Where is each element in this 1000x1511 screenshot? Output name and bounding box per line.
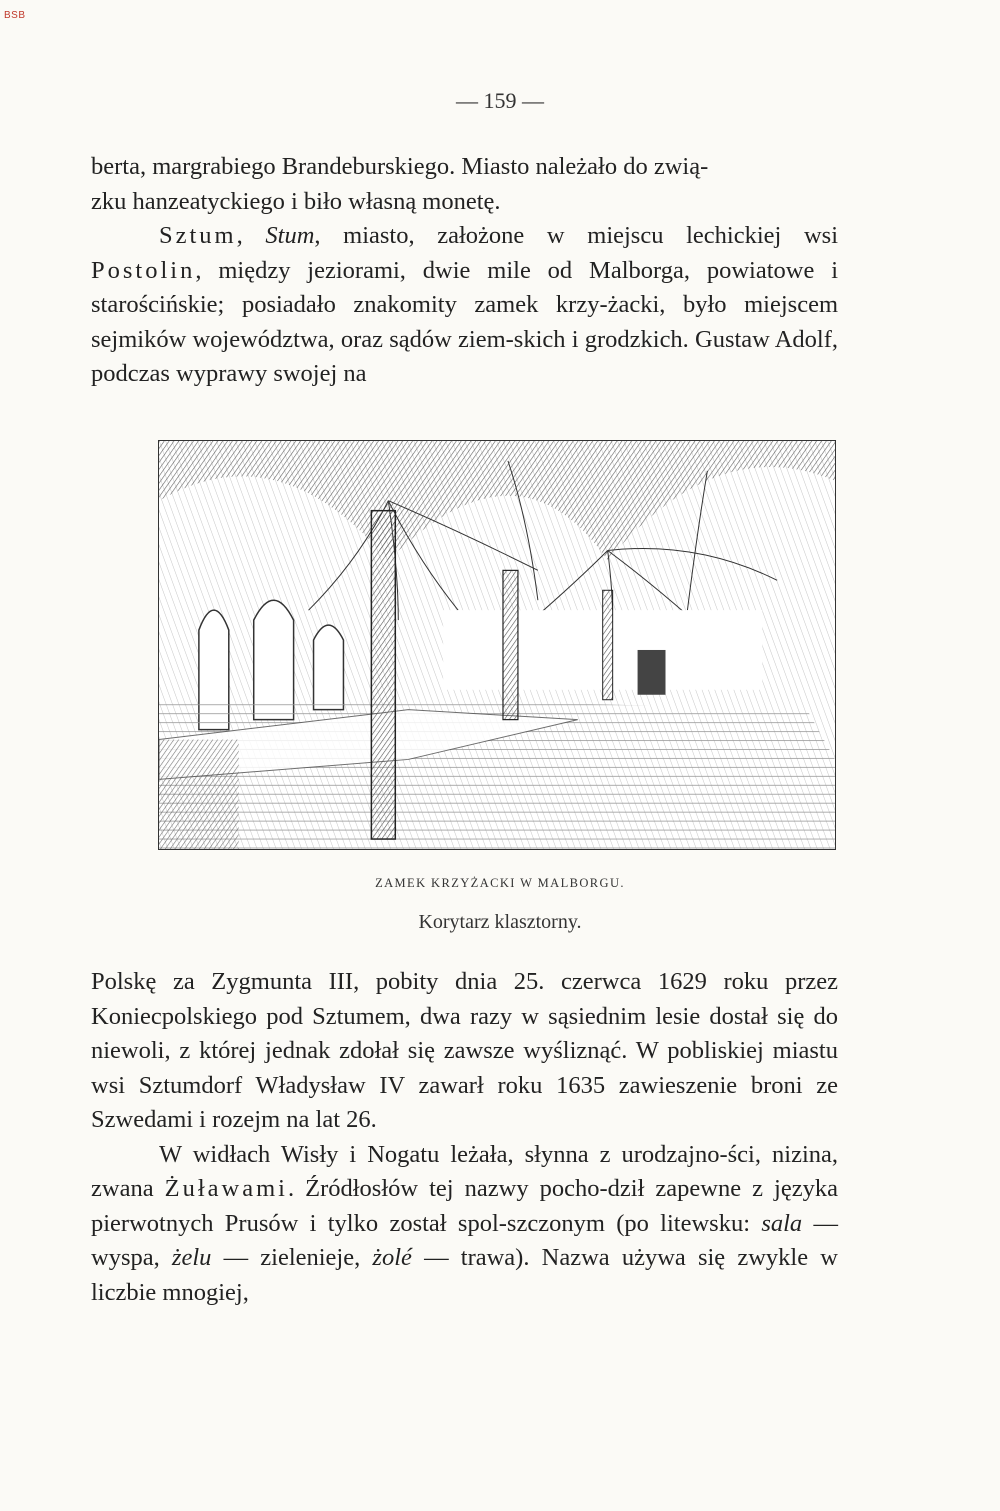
text-run: . Źródłosłów tej nazwy pocho-dził zapewne z języka pierwotnych Prusów i tylko został spol-szczonym (po litewsku: [91,1175,838,1237]
place-name-german: Stum [265,222,315,249]
page-number: — 159 — [456,88,544,113]
paragraph-zulawy [91,1138,838,1311]
line-2: zku hanzeatyckiego i biło własną monetę. [91,187,501,215]
castle-illustration [158,440,836,850]
line-1: berta, margrabiego Brandeburskiego. Miasto należało do zwią- [91,153,709,180]
text-run: , miasto, założone w miejscu lechickiej wsi [314,222,838,249]
figure-caption: Korytarz klasztorny. [418,911,582,933]
paragraph-gustav-adolf: Polskę za Zygmunta III, pobity dnia 25. czerwca 1629 roku przez Koniecpolskiego pod Sztumem, dwa razy w sąsiednim lesie dostał się do niewoli, z której jednak zdołał się zawsze wyśliznąć. W pobliskiej miastu wsi Sztumdorf Władysław IV zawarł roku 1635 zawieszenie broni ze Szwedami i rozejm na lat 26. [91,968,838,1133]
top-text [91,150,838,392]
text-run: W widłach Wisły i Nogatu leżała, słynna z urodzajno-ści, nizina, zwana [91,1140,838,1202]
figure-title: ZAMEK KRZYŻACKI W MALBORGU. [375,876,625,890]
place-name: Sztum [159,222,237,249]
lithuanian-word: żelu [171,1244,212,1271]
paragraph-continuation [91,150,838,219]
lithuanian-word: żolé [372,1244,412,1271]
bottom-text [91,965,838,1310]
text-run: — wyspa, [91,1209,839,1271]
library-stamp: BSB [4,10,26,21]
text-run: — zielenieje, [211,1244,373,1271]
cloister-engraving [159,441,835,849]
village-name: Postolin [91,256,196,284]
text-run: , między jeziorami, dwie mile od Malborga, powiatowe i starościńskie; posiadało znakomity zamek krzy-żacki, było miejscem sejmików województwa, oraz sądów ziem-skich i grodzkich. Gustaw Adolf, podczas wyprawy swojej na [91,256,838,387]
text-run: — trawa). Nazwa używa się zwykle w liczbie mnogiej, [91,1244,838,1306]
region-name: Żuławami [164,1175,288,1202]
lithuanian-word: sala [761,1209,803,1237]
paragraph-sztum: Sztum, Stum, miasto, założone w miejscu lechickiej wsi Postolin, między jeziorami, dwie mile od Malborga, powiatowe i starościńskie; posiadało znakomity zamek krzy-żacki, było miejscem sejmików województwa, oraz sądów ziem-skich i grodzkich. Gustaw Adolf, podczas wyprawy swojej na [91,222,838,387]
